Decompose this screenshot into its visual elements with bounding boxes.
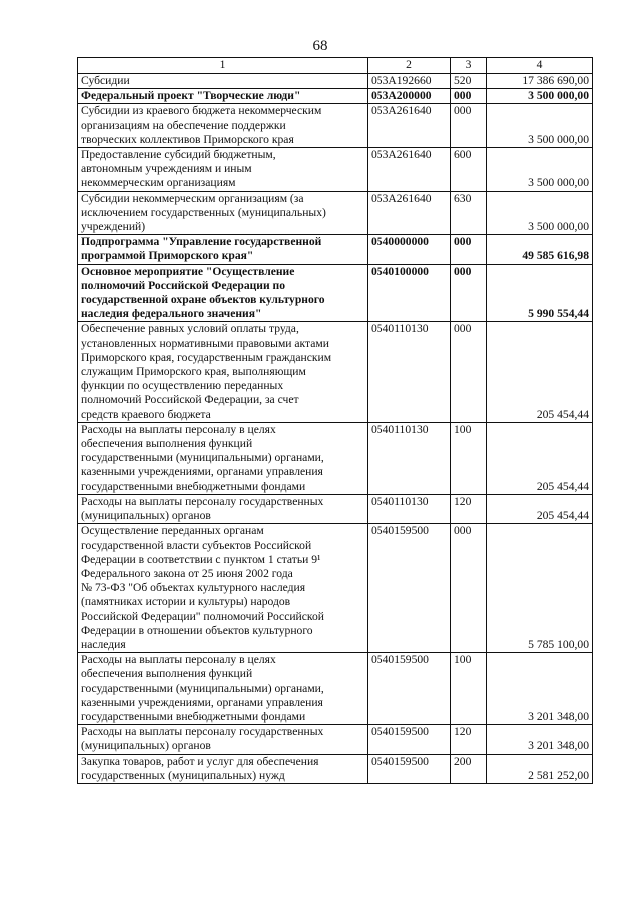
row-code-cell: 053A261640 [368,104,451,148]
table-row [78,74,593,89]
column-header: 1 [78,58,368,74]
column-header: 2 [368,58,451,74]
row-amount-cell: 3 201 348,00 [487,653,593,725]
row-name-cell: Расходы на выплаты персоналу государственных (муниципальных) органов [78,494,368,523]
table-row [78,653,593,725]
row-name-cell: Осуществление переданных органам государственной власти субъектов Российской Федерации в соответствии с пунктом 1 статьи 9¹ Федерального закона от 25 июня 2002 года № 73-ФЗ "Об объектах культурного наследия (памятниках истории и культуры) народов Российской Федерации" полномочий Российской Федерации в отношении объектов культурного наследия [78,524,368,653]
row-code-cell: 0540159500 [368,725,451,754]
row-code-cell: 0540110130 [368,422,451,494]
row-amount-cell: 205 454,44 [487,322,593,422]
row-code-cell: 0540159500 [368,754,451,783]
row-name-cell: Обеспечение равных условий оплаты труда, установленных нормативными правовыми актами Приморского края, государственным гражданским служащим Приморского края, выполняющим функции по осуществлению переданных полномочий Российской Федерации, за счет средств краевого бюджета [78,322,368,422]
row-type-cell: 200 [451,754,487,783]
row-name-cell: Субсидии из краевого бюджета некоммерческим организациям на обеспечение поддержки творческих коллективов Приморского края [78,104,368,148]
table-row [78,524,593,653]
row-code-cell: 053A200000 [368,89,451,104]
row-amount-cell: 49 585 616,98 [487,235,593,264]
row-name-cell: Субсидии некоммерческим организациям (за исключением государственных (муниципальных) учреждений) [78,191,368,235]
row-type-cell: 100 [451,653,487,725]
row-type-cell: 000 [451,322,487,422]
row-code-cell: 053A192660 [368,74,451,89]
row-type-cell: 000 [451,524,487,653]
row-type-cell: 520 [451,74,487,89]
row-code-cell: 0540110130 [368,494,451,523]
table-row [78,754,593,783]
row-name-cell: Основное мероприятие "Осуществление полномочий Российской Федерации по государственной охране объектов культурного наследия федерального значения" [78,264,368,322]
table-row [78,148,593,192]
row-code-cell: 0540110130 [368,322,451,422]
table-row [78,104,593,148]
table-row [78,191,593,235]
row-type-cell: 000 [451,264,487,322]
row-name-cell: Расходы на выплаты персоналу в целях обеспечения выполнения функций государственными (муниципальными) органами, казенными учреждениями, органами управления государственными внебюджетными фондами [78,653,368,725]
row-name-cell: Расходы на выплаты персоналу в целях обеспечения выполнения функций государственными (муниципальными) органами, казенными учреждениями, органами управления государственными внебюджетными фондами [78,422,368,494]
row-name-cell: Предоставление субсидий бюджетным, автономным учреждениям и иным некоммерческим организациям [78,148,368,192]
page-number: 68 [312,38,328,54]
row-code-cell: 053A261640 [368,148,451,192]
row-code-cell: 0540000000 [368,235,451,264]
row-type-cell: 600 [451,148,487,192]
row-amount-cell: 3 500 000,00 [487,148,593,192]
row-amount-cell: 2 581 252,00 [487,754,593,783]
table-header-row [78,58,593,74]
row-amount-cell: 3 500 000,00 [487,89,593,104]
row-type-cell: 100 [451,422,487,494]
row-amount-cell: 205 454,44 [487,422,593,494]
row-code-cell: 0540159500 [368,524,451,653]
row-type-cell: 000 [451,104,487,148]
row-amount-cell: 205 454,44 [487,494,593,523]
column-header: 3 [451,58,487,74]
row-name-cell: Федеральный проект "Творческие люди" [78,89,368,104]
row-type-cell: 000 [451,89,487,104]
row-type-cell: 120 [451,494,487,523]
row-amount-cell: 3 201 348,00 [487,725,593,754]
row-type-cell: 630 [451,191,487,235]
row-code-cell: 0540159500 [368,653,451,725]
table-row [78,494,593,523]
table-row [78,264,593,322]
row-name-cell: Закупка товаров, работ и услуг для обеспечения государственных (муниципальных) нужд [78,754,368,783]
table-row [78,322,593,422]
row-name-cell: Подпрограмма "Управление государственной программой Приморского края" [78,235,368,264]
row-name-cell: Расходы на выплаты персоналу государственных (муниципальных) органов [78,725,368,754]
column-header: 4 [487,58,593,74]
row-amount-cell: 3 500 000,00 [487,104,593,148]
row-amount-cell: 5 785 100,00 [487,524,593,653]
budget-table [77,57,593,784]
row-code-cell: 0540100000 [368,264,451,322]
row-name-cell: Субсидии [78,74,368,89]
row-amount-cell: 17 386 690,00 [487,74,593,89]
table-row [78,235,593,264]
table-row [78,89,593,104]
table-row [78,725,593,754]
row-amount-cell: 3 500 000,00 [487,191,593,235]
row-code-cell: 053A261640 [368,191,451,235]
row-type-cell: 000 [451,235,487,264]
row-amount-cell: 5 990 554,44 [487,264,593,322]
table-row [78,422,593,494]
row-type-cell: 120 [451,725,487,754]
